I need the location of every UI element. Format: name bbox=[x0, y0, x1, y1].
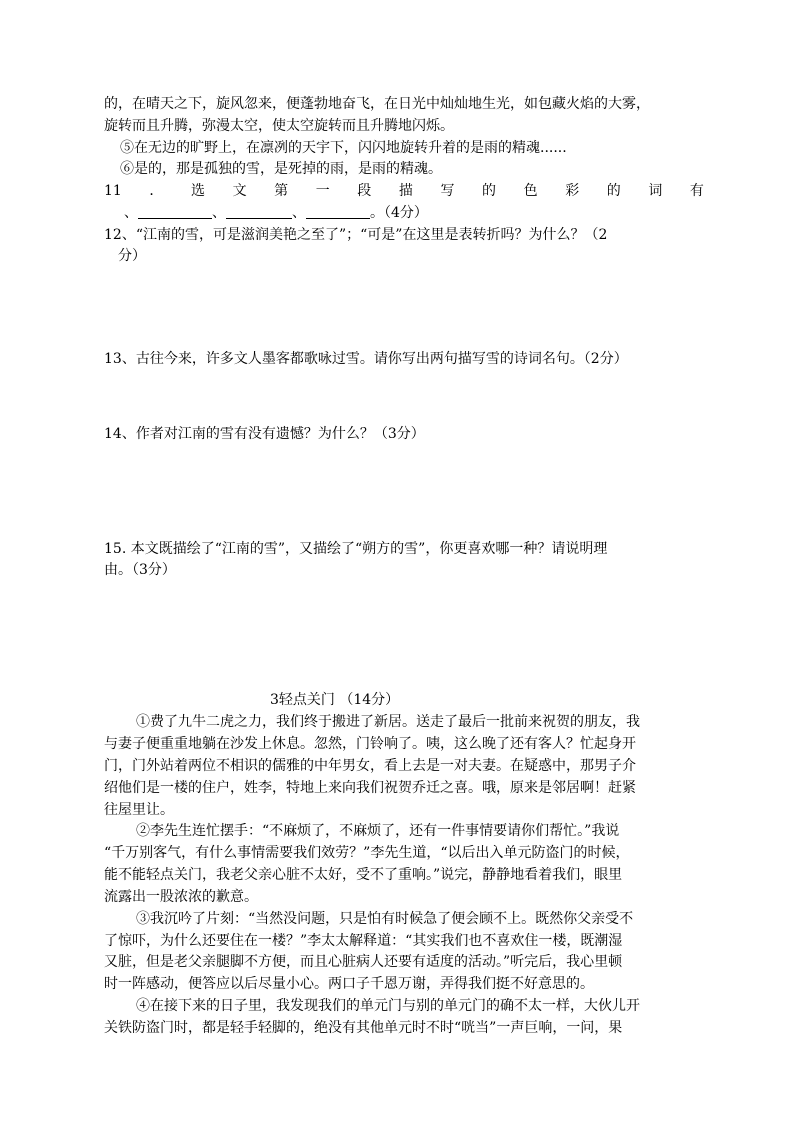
question-12-line-2: 分） bbox=[118, 248, 146, 264]
q11-char: ． bbox=[149, 183, 164, 199]
article-title: 3轻点关门 （14分） bbox=[270, 692, 400, 708]
answer-blank-3[interactable] bbox=[306, 204, 370, 219]
question-15-line-1: 15. 本文既描绘了“江南的雪”，又描绘了“朔方的雪”，你更喜欢哪一种？请说明理 bbox=[104, 541, 608, 557]
q11-char: 选 bbox=[190, 183, 205, 199]
question-11-line-2: 、 、 、 。（4分） bbox=[124, 205, 428, 221]
article-line: 了惊吓，为什么还要住在一楼？”李太太解释道：“其实我们也不喜欢住一楼，既潮湿 bbox=[104, 933, 623, 949]
q11-char: 有 bbox=[689, 183, 704, 199]
article-line: 绍他们是一楼的住户，姓李，特地上来向我们祝贺乔迁之喜。哦，原来是邻居啊！赶紧 bbox=[104, 780, 636, 796]
article-line: ①费了九牛二虎之力，我们终于搬进了新居。送走了最后一批前来祝贺的朋友，我 bbox=[136, 714, 640, 730]
poem-tail-line-1: 的，在晴天之下，旋风忽来，便蓬勃地奋飞，在日光中灿灿地生光，如包藏火焰的大雾， bbox=[104, 96, 650, 112]
article-line: ③我沉吟了片刻：“当然没问题，只是怕有时候急了便会顾不上。既然你父亲受不 bbox=[136, 911, 634, 927]
article-line: ④在接下来的日子里，我发现我们的单元门与别的单元门的确不太一样，大伙儿开 bbox=[136, 998, 640, 1014]
q11-score: 。（4分） bbox=[370, 205, 428, 221]
q11-char: 写 bbox=[440, 183, 455, 199]
q11-char: 的 bbox=[606, 183, 621, 199]
q11-char: 色 bbox=[523, 183, 538, 199]
q11-char: 的 bbox=[482, 183, 497, 199]
answer-blank-1[interactable] bbox=[138, 204, 212, 219]
answer-blank-2[interactable] bbox=[226, 204, 292, 219]
q11-char: 描 bbox=[398, 183, 413, 199]
article-line: 往屋里让。 bbox=[104, 802, 174, 818]
poem-tail-line-2: 旋转而且升腾，弥漫太空，使太空旋转而且升腾地闪烁。 bbox=[104, 118, 454, 134]
q11-char: 一 bbox=[315, 183, 330, 199]
article-line: 与妻子便重重地躺在沙发上休息。忽然，门铃响了。咦，这么晚了还有客人？忙起身开 bbox=[104, 736, 636, 752]
article-line: 流露出一股浓浓的歉意。 bbox=[104, 889, 258, 905]
paragraph-6: ⑥是的，那是孤独的雪，是死掉的雨，是雨的精魂。 bbox=[120, 161, 442, 177]
question-13: 13、古往今来，许多文人墨客都歌咏过雪。请你写出两句描写雪的诗词名句。（2分） bbox=[104, 351, 628, 367]
q11-char: 第 bbox=[274, 183, 289, 199]
q11-char: 词 bbox=[648, 183, 663, 199]
article-line: 门，门外站着两位不相识的儒雅的中年男女，看上去是一对夫妻。在疑惑中，那男子介 bbox=[104, 758, 636, 774]
article-line: 又脏，但是老父亲腿脚不方便，而且心脏病人还要有适度的活动。”听完后，我心里顿 bbox=[104, 954, 623, 970]
q11-char: 11 bbox=[104, 183, 122, 199]
question-12-line-1: 12、“江南的雪，可是滋润美艳之至了”；“可是”在这里是表转折吗？为什么？（2 bbox=[104, 227, 608, 243]
question-14: 14、作者对江南的雪有没有遗憾？为什么？（3分） bbox=[104, 426, 425, 442]
paragraph-5: ⑤在无边的旷野上，在凛冽的天宇下，闪闪地旋转升着的是雨的精魂...... bbox=[120, 140, 567, 156]
article-line: 关铁防盗门时，都是轻手轻脚的，绝没有其他单元时不时“咣当”一声巨响，一问，果 bbox=[104, 1020, 623, 1036]
article-line: 时一阵感动，便答应以后尽量小心。两口子千恩万谢，弄得我们挺不好意思的。 bbox=[104, 976, 594, 992]
question-11-line-1 bbox=[104, 182, 704, 200]
question-15-line-2: 由。（3分） bbox=[104, 562, 176, 578]
q11-char: 段 bbox=[357, 183, 372, 199]
article-line: 能不能轻点关门，我老父亲心脏不太好，受不了重响。”说完，静静地看着我们，眼里 bbox=[104, 867, 623, 883]
article-line: ②李先生连忙摆手：“不麻烦了，不麻烦了，还有一件事情要请你们帮忙。”我说 bbox=[136, 823, 620, 839]
article-line: “千万别客气，有什么事情需要我们效劳？”李先生道，“以后出入单元防盗门的时候， bbox=[104, 845, 630, 861]
q11-char: 彩 bbox=[565, 183, 580, 199]
q11-char: 文 bbox=[232, 183, 247, 199]
